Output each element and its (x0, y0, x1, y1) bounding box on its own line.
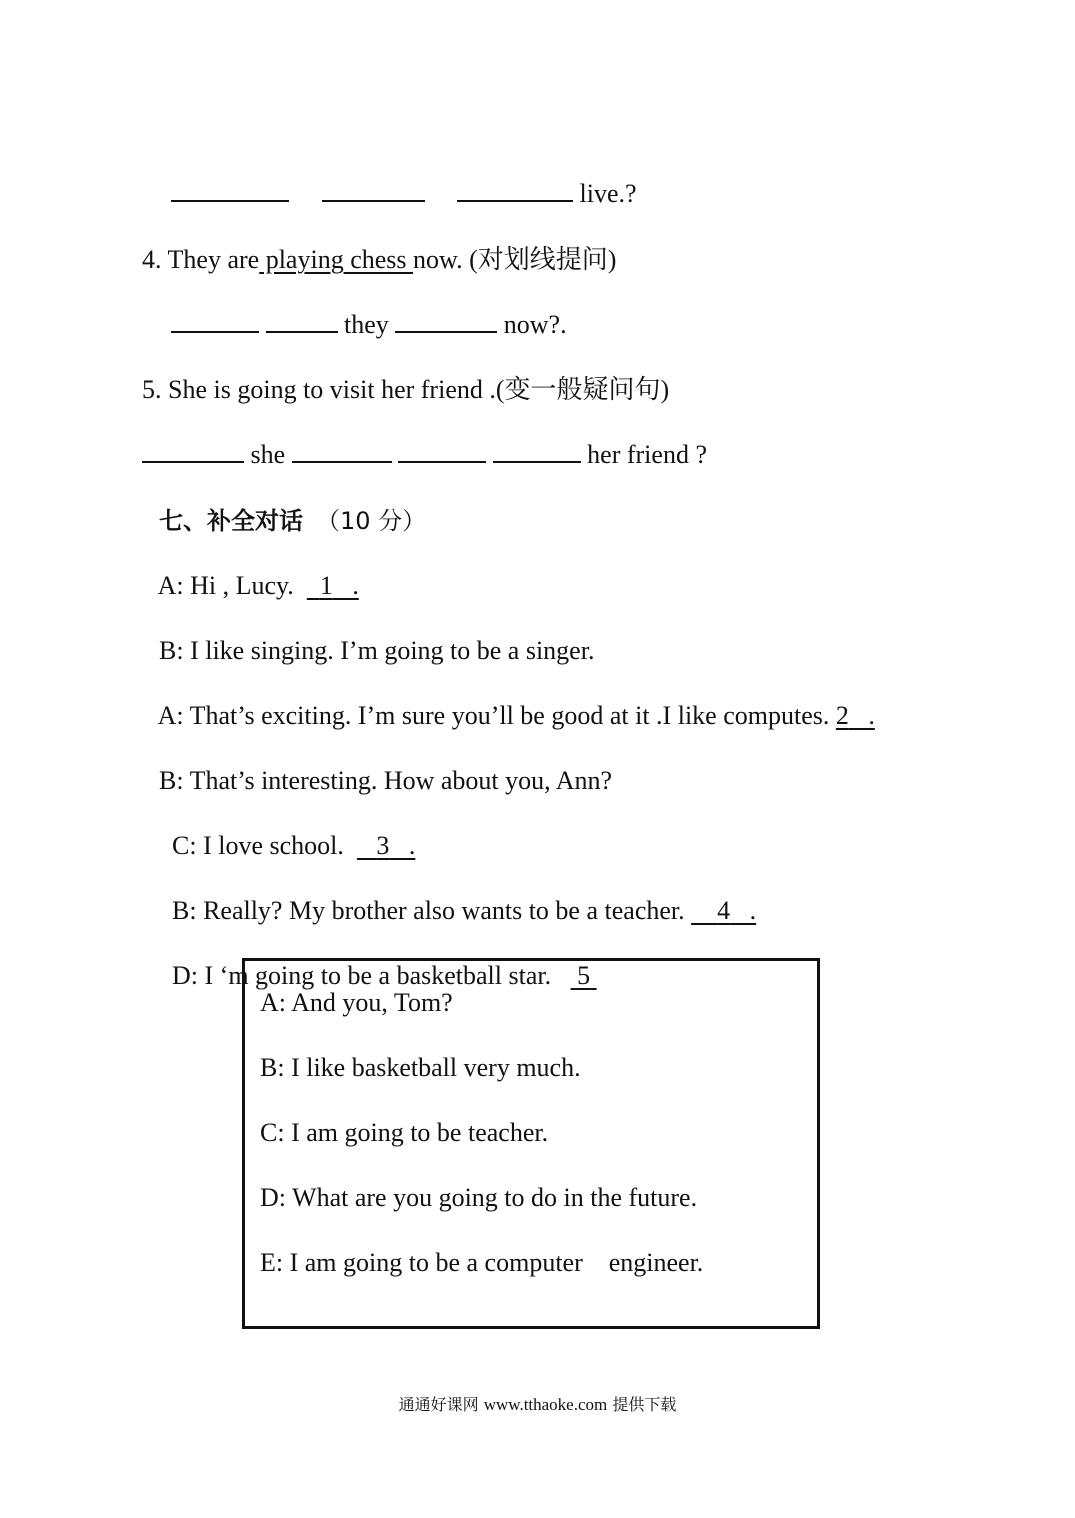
dialogue-line: B: Really? My brother also wants to be a teacher. 4 . (172, 896, 757, 925)
dialogue-blank[interactable]: 3 . (376, 831, 416, 860)
answer-blank[interactable] (171, 309, 259, 333)
option-item: B: I like basketball very much. (260, 1053, 581, 1082)
option-item: A: And you, Tom? (260, 988, 453, 1017)
answer-blank[interactable] (457, 178, 573, 202)
dialogue-blank[interactable]: 4 . (717, 896, 757, 925)
question-number: 5. (142, 375, 162, 404)
answer-blank[interactable] (493, 439, 581, 463)
footer-site-name: 通通好课网 (398, 1395, 479, 1414)
answer-blank[interactable] (322, 178, 425, 202)
answer-blank[interactable] (142, 439, 244, 463)
dialogue-line: B: I like singing. I’m going to be a singer. (159, 636, 595, 665)
dialogue-line: B: That’s interesting. How about you, Ann? (159, 766, 613, 795)
dialogue-line: C: I love school. 3 . (172, 831, 416, 860)
section-7-heading (146, 473, 426, 537)
answer-blank[interactable] (171, 178, 289, 202)
option-item: E: I am going to be a computer engineer. (260, 1248, 704, 1277)
q4-answer-line: they now?. (158, 277, 567, 341)
section-title: 七、补全对话 (159, 507, 303, 535)
dialogue-blank[interactable]: 2 . (835, 701, 875, 730)
option-item: D: What are you going to do in the future. (260, 1183, 698, 1212)
question-instruction: (对划线提问) (469, 245, 617, 274)
options-box (242, 958, 820, 1329)
dialogue-blank[interactable]: 5 (577, 961, 591, 990)
underlined-phrase: playing chess (259, 245, 414, 274)
page-footer (0, 1392, 1075, 1415)
footer-note: 提供下载 (612, 1395, 677, 1414)
q5-answer-line: she her friend ? (129, 407, 707, 471)
question-instruction: (变一般疑问句) (495, 375, 670, 404)
section-score: （10 分） (316, 507, 427, 535)
footer-url[interactable]: www.tthaoke.com (483, 1395, 608, 1414)
dialogue-line: D: I ‘m going to be a basketball star. 5 (159, 928, 597, 992)
question-number: 4. (142, 245, 162, 274)
q3-tail: live.? (579, 179, 637, 208)
answer-blank[interactable] (398, 439, 486, 463)
dialogue-line: A: Hi , Lucy. 1 . (157, 571, 359, 600)
dialogue-line: A: That’s exciting. I’m sure you’ll be good at it .I like computes. 2 . (157, 701, 875, 730)
dialogue-blank[interactable]: 1 . (319, 571, 359, 600)
answer-blank[interactable] (395, 309, 497, 333)
answer-blank[interactable] (292, 439, 392, 463)
answer-blank[interactable] (266, 309, 338, 333)
q3-answer-line (158, 146, 637, 210)
question-4: 4. They are playing chess now. (对划线提问) (142, 245, 617, 274)
option-item: C: I am going to be teacher. (260, 1118, 549, 1147)
question-5: 5. She is going to visit her friend .(变一般疑问句) (142, 375, 670, 404)
